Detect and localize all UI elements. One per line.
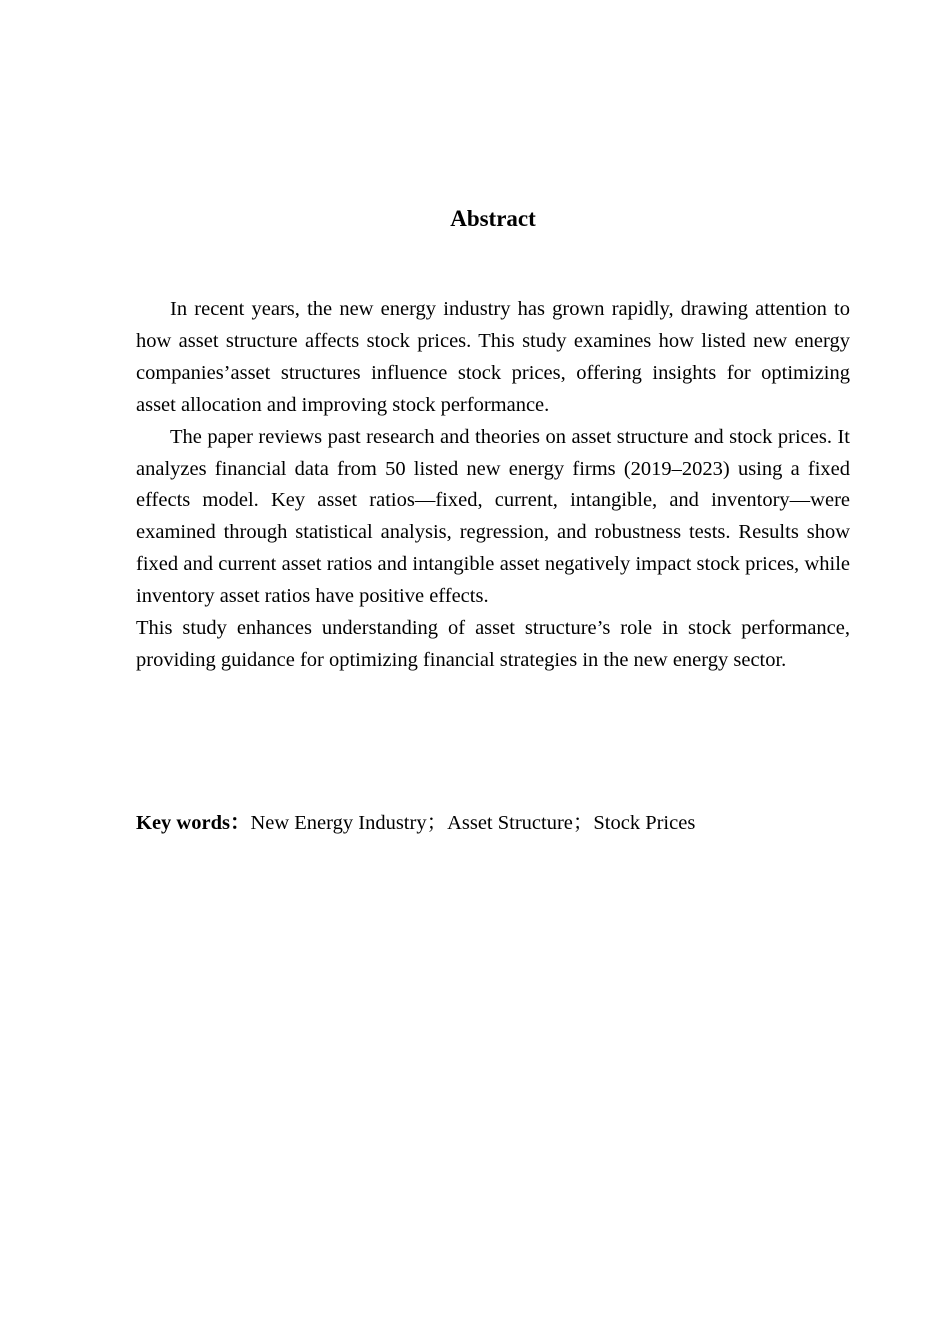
keywords-line — [136, 808, 850, 840]
abstract-paragraph-3: This study enhances understanding of asset structure’s role in stock performance, providing guidance for optimizing financial strategies in the new energy sector. — [136, 617, 850, 671]
abstract-body — [136, 294, 850, 677]
abstract-title: Abstract — [450, 206, 536, 231]
keywords-list: New Energy Industry；Asset Structure；Stock Prices — [250, 812, 696, 834]
abstract-paragraph-2: The paper reviews past research and theories on asset structure and stock prices. It analyzes financial data from 50 listed new energy firms (2019–2023) using a fixed effects model. Key asset ratios—fixed, current, intangible, and inventory—were examined through statistical analysis, regression, and robustness tests. Results show fixed and current asset ratios and intangible asset negatively impact stock prices, while inventory asset ratios have positive effects. — [136, 425, 850, 608]
abstract-paragraph-1: In recent years, the new energy industry has grown rapidly, drawing attention to how asset structure affects stock prices. This study examines how listed new energy companies’asset structures influence stock prices, offering insights for optimizing asset allocation and improving stock performance. — [136, 298, 850, 416]
keywords-label: Key words： — [136, 812, 251, 834]
